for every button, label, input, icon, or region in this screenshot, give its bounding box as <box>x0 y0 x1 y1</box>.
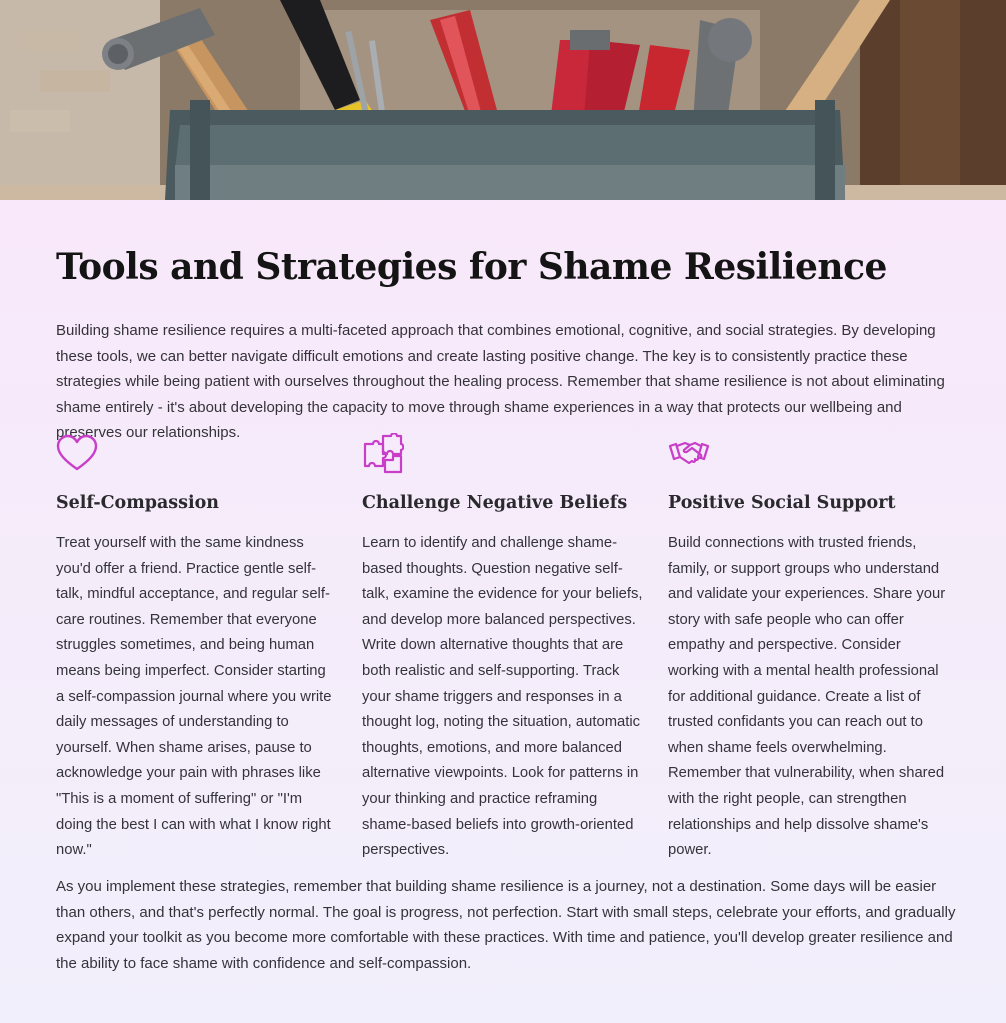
hero-image <box>0 0 1006 200</box>
strategy-text: Treat yourself with the same kindness you'd offer a friend. Practice gentle self-talk, mindful acceptance, and regular self-care routines. Remember that everyone struggles sometimes, and being human means being imperfect. Consider starting a self-compassion journal where you write daily messages of understanding to yourself. When shame arises, pause to acknowledge your pain with phrases like "This is a moment of suffering" or "I'm doing the best I can with what I know right now." <box>56 535 332 859</box>
main-content <box>0 200 1006 1023</box>
strategy-columns <box>56 433 950 864</box>
heart-icon <box>56 433 98 475</box>
strategy-heading: Challenge Negative Beliefs <box>362 493 628 513</box>
strategy-text: Build connections with trusted friends, family, or support groups who understand and validate your experiences. Share your story with safe people who can offer empathy and perspective. Consider working with a mental health professional for additional guidance. Create a list of trusted confidants you can reach out to when shame feels overwhelming. Remember that vulnerability, when shared with the right people, can strengthen relationships and help dissolve shame's power. <box>668 535 946 859</box>
closing-paragraph: As you implement these strategies, remember that building shame resilience is a journey, not a destination. Some days will be easier than others, and that's perfectly normal. The goal is progress, not perfection. Start with small steps, celebrate your efforts, and gradually expand your toolkit as you become more comfortable with these practices. With time and patience, you'll develop greater resilience and the ability to face shame with confidence and self-compassion. <box>56 878 956 972</box>
puzzle-icon <box>362 433 404 475</box>
strategy-heading: Self-Compassion <box>56 493 220 513</box>
strategy-heading: Positive Social Support <box>668 493 896 513</box>
page-title: Tools and Strategies for Shame Resilience <box>56 246 887 288</box>
strategy-challenge-beliefs <box>362 433 644 864</box>
intro-paragraph: Building shame resilience requires a multi-faceted approach that combines emotional, cognitive, and social strategies. By developing these tools, we can better navigate difficult emotions and create lasting positive change. The key is to consistently practice these strategies while being patient with ourselves throughout the healing process. Remember that shame resilience is not about eliminating shame entirely - it's about developing the capacity to move through shame experiences in a way that protects our wellbeing and preserves our relationships. <box>56 322 945 442</box>
strategy-self-compassion <box>56 433 338 864</box>
toolbox-illustration <box>0 0 1006 200</box>
handshake-icon <box>668 433 710 475</box>
strategy-text: Learn to identify and challenge shame-based thoughts. Question negative self-talk, examine the evidence for your beliefs, and develop more balanced perspectives. Write down alternative thoughts that are both realistic and self-supporting. Track your shame triggers and responses in a thought log, noting the situation, automatic thoughts, emotions, and more balanced alternative viewpoints. Look for patterns in your thinking and practice reframing shame-based beliefs into growth-oriented perspectives. <box>362 535 643 859</box>
strategy-social-support <box>668 433 950 864</box>
